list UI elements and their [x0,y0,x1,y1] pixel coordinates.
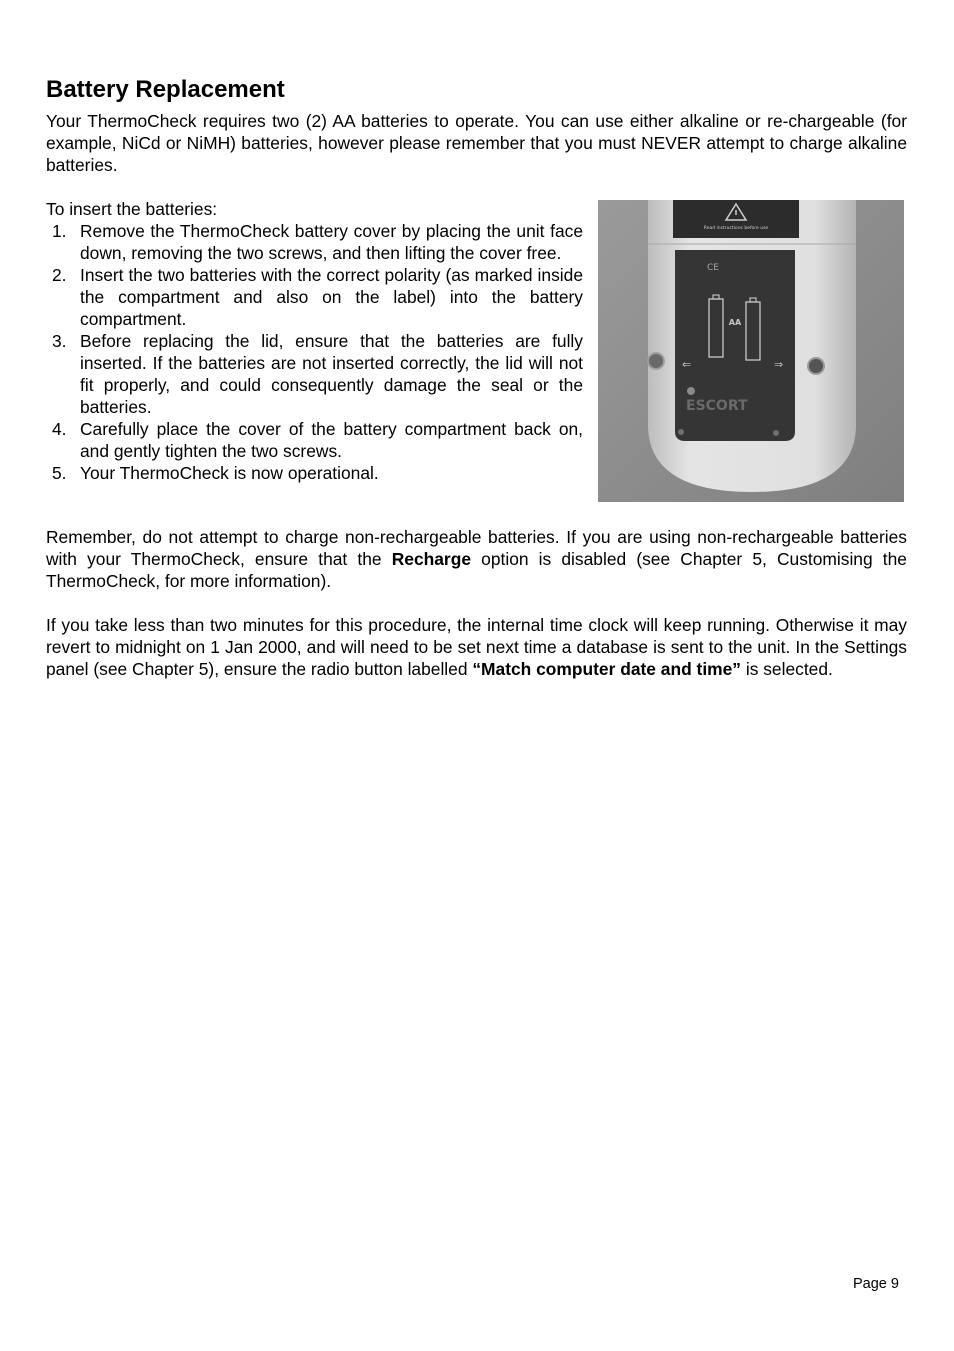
list-item: 4. Carefully place the cover of the battery compartment back on, and gently tighten the two screws. [52,419,583,461]
list-item: 2. Insert the two batteries with the correct polarity (as marked inside the compartment and also on the label) into the battery compartment. [52,265,583,329]
battery-type-label: AA [728,318,742,327]
ce-mark: CE [707,263,719,273]
steps-section [46,198,907,504]
steps-list [46,220,583,484]
svg-text:⇐: ⇐ [682,358,692,371]
document-page [46,74,907,680]
intro-paragraph: Your ThermoCheck requires two (2) AA batteries to operate. You can use either alkaline or re-chargeable (for example, NiCd or NiMH) batteries, however please remember that you must NEVER attempt to charge alkaline batteries. [46,111,907,175]
list-item: 5. Your ThermoCheck is now operational. [52,463,379,483]
list-item: 1. Remove the ThermoCheck battery cover by placing the unit face down, removing the two screws, and then lifting the cover free. [52,221,583,263]
page-title: Battery Replacement [46,76,285,103]
label-text: Read instructions before use [703,226,769,231]
recharge-paragraph: Remember, do not attempt to charge non-rechargeable batteries. If you are using non-rechargeable batteries with your ThermoCheck, ensure that the Recharge option is disabled (see Chapter 5, Customising the ThermoCheck, for more information). [46,527,907,591]
device-battery-photo [598,200,904,502]
brand-logo: ESCORT [686,398,748,414]
svg-text:⇒: ⇒ [774,358,784,371]
list-item: 3. Before replacing the lid, ensure that the batteries are fully inserted. If the batteries are not inserted correctly, the lid will not fit properly, and could consequently damage the seal or the batteries. [52,331,583,417]
page-number: Page 9 [853,1276,899,1292]
steps-intro: To insert the batteries: [46,199,218,219]
clock-paragraph: If you take less than two minutes for this procedure, the internal time clock will keep running. Otherwise it may revert to midnight on 1 Jan 2000, and will need to be set next time a database is sent to the unit. In the Settings panel (see Chapter 5), ensure the radio button labelled “Match computer date and time” is selected. [46,615,907,679]
